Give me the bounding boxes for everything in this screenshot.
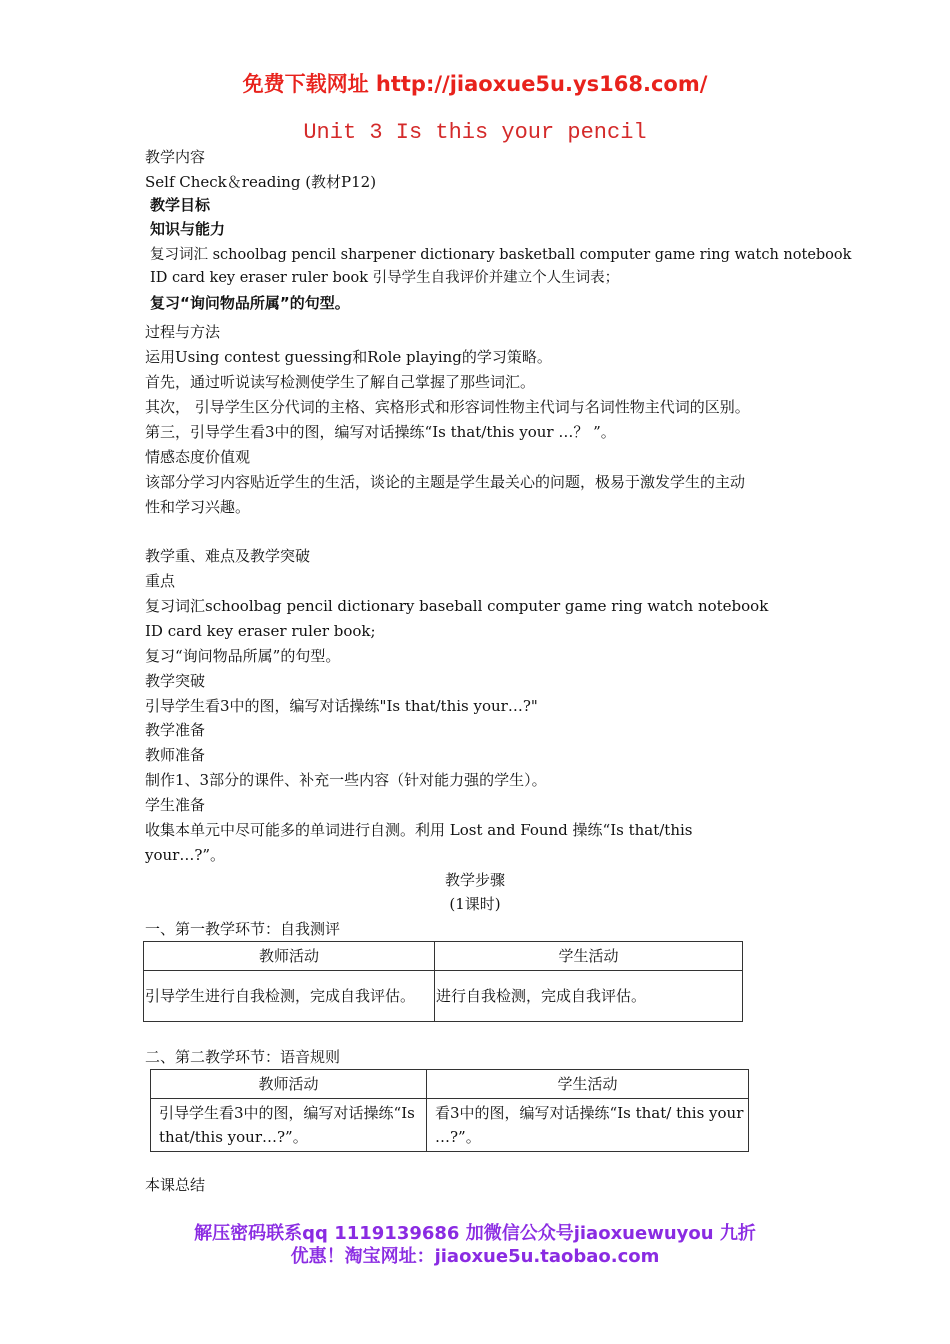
text-line: 其次， 引导学生区分代词的主格、宾格形式和形容词性物主代词与名词性物主代词的区别。 bbox=[145, 398, 750, 416]
footer-line-1: 解压密码联系qq 1119139686 加微信公众号jiaoxuewuyou 九折 bbox=[194, 1223, 756, 1244]
text-line: Self Check＆reading (教材P12) bbox=[145, 173, 377, 191]
text-line: 引导学生看3中的图，编写对话操练"Is that/this your…?" bbox=[145, 697, 538, 715]
section-heading: 知识与能力 bbox=[150, 220, 226, 238]
text-line: 复习“询问物品所属”的句型。 bbox=[150, 294, 350, 312]
text-line: 性和学习兴趣。 bbox=[145, 498, 251, 516]
section-heading: 情感态度价值观 bbox=[145, 448, 251, 466]
text-line: ID card key eraser ruler book 引导学生自我评价并建立个人生词表； bbox=[150, 270, 620, 286]
section-heading: 学生准备 bbox=[145, 796, 206, 814]
section-heading: 教学内容 bbox=[145, 148, 206, 166]
table-header-teacher: 教师活动 bbox=[151, 1070, 427, 1099]
text-line: 收集本单元中尽可能多的单词进行自测。利用 Lost and Found 操练“Is that/this bbox=[145, 821, 693, 839]
table-cell-student: 看3中的图，编写对话操练“Is that/ this your …?”。 bbox=[427, 1099, 749, 1152]
text-line: 运用Using contest guessing和Role playing的学习策略。 bbox=[145, 348, 552, 366]
table-header-student: 学生活动 bbox=[435, 942, 743, 971]
section-heading: 重点 bbox=[145, 572, 176, 590]
text-line: 复习“询问物品所属”的句型。 bbox=[145, 647, 341, 665]
table-header-teacher: 教师活动 bbox=[144, 942, 435, 971]
text-line: 复习词汇 schoolbag pencil sharpener dictionary basketball computer game ring watch notebook bbox=[150, 247, 852, 263]
section-heading: 过程与方法 bbox=[145, 323, 221, 341]
footer-line-2[interactable]: 优惠！淘宝网址：jiaoxue5u.taobao.com bbox=[290, 1246, 660, 1267]
table-cell-teacher: 引导学生进行自我检测，完成自我评估。 bbox=[144, 971, 435, 1022]
table-header-student: 学生活动 bbox=[427, 1070, 749, 1099]
stage-heading: 二、第二教学环节：语音规则 bbox=[145, 1048, 341, 1066]
stage1-table bbox=[143, 941, 743, 1022]
table-cell-student: 进行自我检测，完成自我评估。 bbox=[435, 971, 743, 1022]
text-line: 第三，引导学生看3中的图，编写对话操练“Is that/this your …？ ”。 bbox=[145, 423, 616, 441]
text-line: 制作1、3部分的课件、补充一些内容（针对能力强的学生）。 bbox=[145, 771, 547, 789]
section-heading: 教学准备 bbox=[145, 721, 206, 739]
section-heading: 教学重、难点及教学突破 bbox=[145, 547, 311, 565]
stage-heading: 一、第一教学环节：自我测评 bbox=[145, 920, 341, 938]
section-heading: 教学突破 bbox=[145, 672, 206, 690]
header-link[interactable]: 免费下载网址 http://jiaoxue5u.ys168.com/ bbox=[242, 72, 708, 96]
text-line: 复习词汇schoolbag pencil dictionary baseball computer game ring watch notebook bbox=[145, 597, 769, 615]
text-line: ID card key eraser ruler book; bbox=[145, 622, 376, 640]
section-heading: 教学目标 bbox=[150, 196, 211, 214]
text-line: 该部分学习内容贴近学生的生活，谈论的主题是学生最关心的问题，极易于激发学生的主动 bbox=[145, 473, 746, 491]
steps-subheading: (1课时) bbox=[449, 895, 501, 913]
steps-heading: 教学步骤 bbox=[444, 871, 505, 889]
stage2-table bbox=[150, 1069, 749, 1152]
page-title: Unit 3 Is this your pencil bbox=[303, 120, 647, 145]
section-heading: 教师准备 bbox=[145, 746, 206, 764]
text-line: your…?”。 bbox=[145, 846, 226, 864]
summary-heading: 本课总结 bbox=[145, 1176, 206, 1194]
text-line: 首先，通过听说读写检测使学生了解自己掌握了那些词汇。 bbox=[145, 373, 536, 391]
table-cell-teacher: 引导学生看3中的图，编写对话操练“Is that/this your…?”。 bbox=[151, 1099, 427, 1152]
